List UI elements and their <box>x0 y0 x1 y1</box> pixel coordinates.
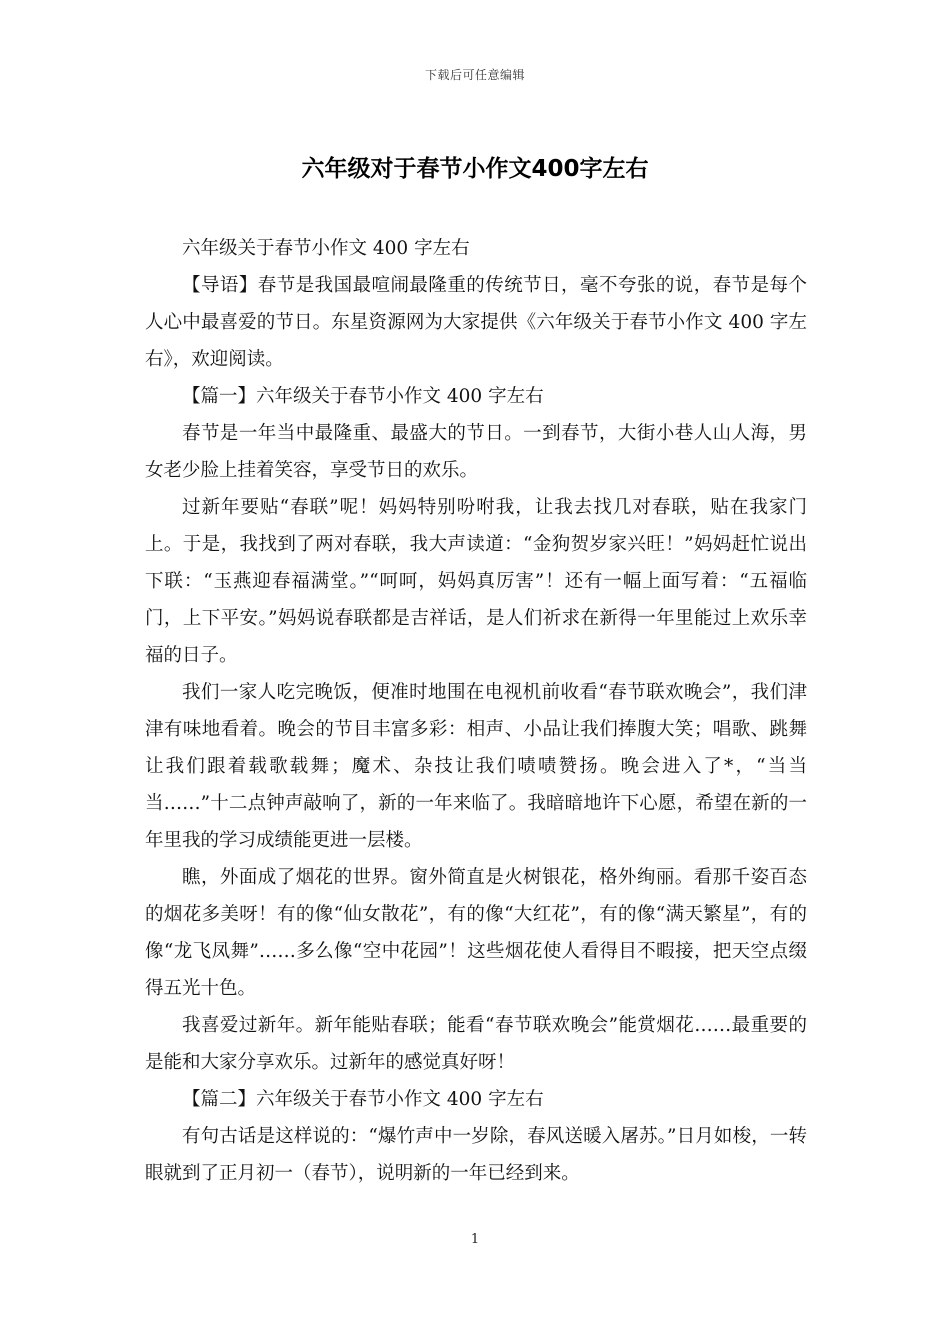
page-number: 1 <box>470 1232 480 1247</box>
paragraph: 春节是一年当中最隆重、最盛大的节日。一到春节，大街小巷人山人海，男女老少脸上挂着笑容，享受节日的欢乐。 <box>145 423 807 481</box>
paragraph: 过新年要贴“春联”呢！妈妈特别吩咐我，让我去找几对春联，贴在我家门上。于是，我找到了两对春联，我大声读道：“金狗贺岁家兴旺！”妈妈赶忙说出下联：“玉燕迎春福满堂。”“呵呵，妈妈真厉害”！还有一幅上面写着：“五福临门，上下平安。”妈妈说春联都是吉祥话，是人们祈求在新得一年里能过上欢乐幸福的日子。 <box>145 497 807 666</box>
document-title: 六年级对于春节小作文400字左右 <box>301 156 649 182</box>
paragraph-subtitle: 六年级关于春节小作文 400 字左右 <box>182 238 470 259</box>
document-body <box>145 230 807 1192</box>
paragraph-intro: 【导语】春节是我国最喧闹最隆重的传统节日，毫不夸张的说，春节是每个人心中最喜爱的节日。东星资源网为大家提供《六年级关于春节小作文 400 字左右》，欢迎阅读。 <box>145 275 807 370</box>
section-heading-2: 【篇二】六年级关于春节小作文 400 字左右 <box>182 1089 544 1110</box>
paragraph: 我们一家人吃完晚饭，便准时地围在电视机前收看“春节联欢晚会”，我们津津有味地看着。晚会的节目丰富多彩：相声、小品让我们捧腹大笑；唱歌、跳舞让我们跟着载歌载舞；魔术、杂技让我们啧啧赞扬。晚会进入了*，“当当当……”十二点钟声敲响了，新的一年来临了。我暗暗地许下心愿，希望在新的一年里我的学习成绩能更进一层楼。 <box>145 682 807 851</box>
paragraph: 我喜爱过新年。新年能贴春联；能看“春节联欢晚会”能赏烟花……最重要的是能和大家分享欢乐。过新年的感觉真好呀！ <box>145 1015 807 1073</box>
section-heading-1: 【篇一】六年级关于春节小作文 400 字左右 <box>182 386 544 407</box>
header-note: 下载后可任意编辑 <box>424 68 525 82</box>
paragraph: 瞧，外面成了烟花的世界。窗外简直是火树银花，格外绚丽。看那千姿百态的烟花多美呀！有的像“仙女散花”，有的像“大红花”，有的像“满天繁星”，有的像“龙飞凤舞”……多么像“空中花园”！这些烟花使人看得目不暇接，把天空点缀得五光十色。 <box>145 867 807 999</box>
paragraph: 有句古话是这样说的：“爆竹声中一岁除，春风送暖入屠苏。”日月如梭，一转眼就到了正月初一（春节），说明新的一年已经到来。 <box>145 1126 807 1184</box>
